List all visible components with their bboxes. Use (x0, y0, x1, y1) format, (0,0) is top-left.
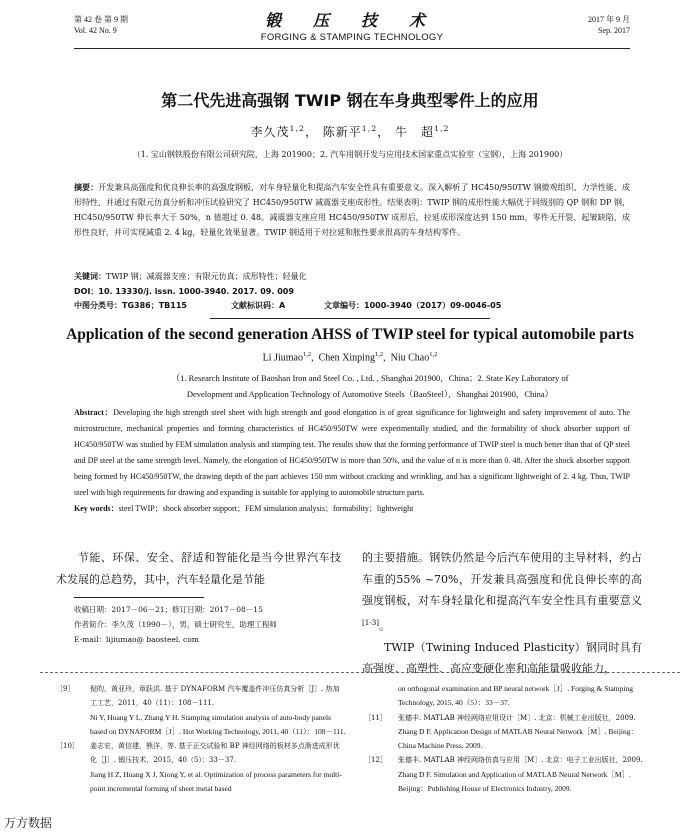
keywords-cn-label: 关键词： (74, 272, 106, 281)
reference-cn: 张德丰. MATLAB 神经网络仿真与应用［M］. 北京：电子工业出版社，2009. (398, 756, 643, 765)
footnote (74, 602, 344, 647)
affiliation-en-line-2: Development and Application Technology of Automotive Steels（BaoSteel），Shanghai 201900，China） (186, 389, 554, 399)
author-3-en-sup: 1,2 (429, 351, 438, 358)
body-column-right (362, 547, 642, 680)
abstract-cn (74, 180, 630, 240)
abstract-en (74, 405, 630, 517)
footnote-email: E-mail：lijiumao@ baosteel. com (74, 635, 199, 644)
affiliation-en-line-1: （1. Research Institute of Baoshan Iron and Steel Co. , Ltd. , Shanghai 201900，China；2. State Key Laboratory of (171, 373, 569, 383)
journal-name-en: FORGING & STAMPING TECHNOLOGY (260, 32, 444, 43)
footnote-author: 作者简介：李久茂（1990－），男，硕士研究生，助理工程师 (74, 620, 277, 629)
footnote-rule (74, 597, 204, 598)
date-en: Sep. 2017 (598, 26, 630, 35)
references-right (364, 682, 654, 796)
doi: DOI：10. 13330/j. issn. 1000-3940. 2017. 09. 009 (74, 287, 294, 296)
reference-number: ［9］ (56, 685, 75, 693)
date-cn: 2017 年 9 月 (588, 15, 630, 24)
reference-en: Ni Y, Huang Y L, Zhang Y H. Stamping simulation analysis of auto-body panels based on DYNAFORM［J］. Hot Working Technology, 2011, 40（11）：108－111. (90, 712, 346, 736)
keywords-en-label: Key words： (74, 504, 119, 513)
authors-cn (0, 123, 700, 140)
reference-item (364, 682, 654, 711)
citation: [1-3] (362, 617, 380, 627)
reference-number: ［11］ (364, 713, 387, 722)
body-right-paragraph-2: TWIP（Twining Induced Plasticity）钢同时具有高强度、高塑性、高应变硬化率和高能量吸收能力， (362, 640, 642, 676)
body-column-left (56, 547, 341, 590)
author-1-cn: 李久茂 (250, 125, 290, 139)
author-2-cn: 陈新平 (322, 125, 362, 139)
volume-en: Vol. 42 No. 9 (74, 26, 117, 35)
title-en: Application of the second generation AHSS of TWIP steel for typical automobile parts (66, 326, 634, 343)
keywords-cn-text: TWIP 钢；减震器支座；有限元仿真；成形特性；轻量化 (106, 272, 307, 281)
keywords-en-text: steel TWIP；shock absorber support；FEM simulation analysis；formability；lightweight (118, 504, 414, 513)
reference-en: Zhang D F. Application Design of MATLAB Neural Network［M］. Beijing：China Machine Press, 2009. (398, 726, 638, 751)
author-3-cn: 牛 超 (395, 125, 435, 139)
reference-number: ［10］ (56, 742, 79, 751)
abstract-cn-text: 开发兼具高强度和优良伸长率的高强度钢板，对车身轻量化和提高汽车安全性具有重要意义。深入解析了 HC450/950TW 钢微观组织、力学性能、成形特性，并通过有限元仿真分析和冲压试验研究了 HC450/950TW 减震器支座成形性。结果表明：TWIP 钢的成形性能大幅优于同级别的 QP 钢和 DP 钢，HC450/950TW 伸长率大于 50%，n 值超过 0. 48。减震器支座应用 HC450/950TW 成形后，拉延成形深度达到 150 mm，零件无开裂、起皱缺陷，成形性良好，并可实现减重 2. 4 kg，轻量化效果显著。TWIP 钢适用于对拉延和胀性要求很高的车身结构零件。 (74, 183, 630, 237)
abstract-cn-label: 摘要： (74, 183, 99, 192)
reference-number: ［12］ (364, 756, 387, 765)
keywords-cn (74, 271, 307, 283)
article-number: 文章编号：1000-3940（2017）09-0046-05 (324, 301, 502, 310)
issue-date (588, 14, 630, 36)
body-right-end: 。 (379, 619, 391, 633)
author-3-en: Niu Chao (390, 352, 430, 364)
reference-cn: 倪昀，黄亚玲，章跃洪. 基于 DYNAFORM 汽车覆盖件冲压仿真分析［J］. 热加工工艺，2011，40（11）：108－111. (90, 685, 340, 708)
affiliation-en (110, 370, 630, 402)
journal-name-cn: 锻 压 技 术 (264, 13, 439, 30)
journal-name (74, 12, 630, 43)
watermark: 万方数据 (4, 816, 53, 830)
author-sep: ， (304, 125, 318, 139)
classification (74, 300, 630, 312)
title-cn: 第二代先进高强钢 TWIP 钢在车身典型零件上的应用 (161, 91, 539, 110)
author-3-sup: 1,2 (434, 124, 450, 133)
reference-en: Jiang H Z, Huang X J, Xiong Y, et al. Optimization of process parameters for multi-point incremental forming of sheet metal based (90, 769, 342, 794)
page-header (74, 14, 630, 49)
body-left-paragraph: 节能、环保、安全、舒适和智能化是当今世界汽车技术发展的总趋势，其中，汽车轻量化是节能 (56, 551, 341, 586)
volume-cn: 第 42 卷 第 9 期 (74, 15, 128, 24)
author-sep: ， (377, 125, 391, 139)
reference-en: Zhang D F. Simulation and Application of MATLAB Neural Network［M］. Beijing：Publishing House of Electronics Industry, 2009. (398, 769, 631, 794)
authors-en: Li Jiumao$^{1,2}$, Chen Xinping$^{1,2}$, Niu Chao$^{1,2}$ (262, 351, 438, 364)
body-right-paragraph-1 (362, 547, 642, 637)
abstract-en-label: Abstract： (74, 408, 114, 417)
reference-cn: 张德丰. MATLAB 神经网络应用设计［M］. 北京：机械工业出版社，2009. (398, 713, 636, 722)
clc-number: 中图分类号：TG386；TB115 (74, 301, 187, 310)
page-break-line (40, 672, 680, 673)
abstract-en-text: Developing the high strength steel sheet with high strength and good elongation is of great significance for lightweight and safety improvement of auto. The microstructure, mechanical properties and forming characteristics of HC450/950TW were experimentally studied, and the formability of shock absorber support of HC450/950TW was studied by FEM simulation analysis and stamping test. The results show that the forming performance of TWIP steel is much better than that of QP steel and DP steel at the same strength level. Namely, the elongation of HC450/950TW is more than 50%, and the value of n is more than 0. 48. After the shock absorber support being formed by HC450/950TW, the drawing depth of the part achieves 150 mm without cracking and wrinkling, and has a significant lightweight of 2. 4 kg. Thus, TWIP steel with high requirements for drawing and expanding is suitable for applying to automobile structure parts. (74, 408, 630, 497)
reference-item (56, 682, 346, 739)
body-right-text-1: 的主要措施。钢铁仍然是今后汽车使用的主导材料，约占车重的55% ~70%，开发兼具高强度和优良伸长率的高强度钢板，对车身轻量化和提高汽车安全性具有重要意义 (362, 551, 642, 607)
reference-item (364, 711, 654, 754)
reference-item (56, 739, 346, 796)
doc-code: 文献标识码：A (231, 301, 286, 310)
author-2-sup: 1,2 (361, 124, 378, 133)
author-2-en: Chen Xinping (318, 352, 375, 364)
references-left (56, 682, 346, 796)
footnote-received: 收稿日期：2017－06－21；修订日期：2017－08－15 (74, 605, 263, 614)
affiliation-cn: （1. 宝山钢铁股份有限公司研究院，上海 201900；2. 汽车用钢开发与应用技术国家重点实验室（宝钢），上海 201900） (132, 150, 568, 159)
author-1-en-sup: 1,2 (302, 351, 312, 358)
reference-en: on orthogonal examination and BP neural network［J］. Forging & Stamping Technology, 2015, 40（5）：33－37. (398, 684, 633, 708)
divider (210, 318, 490, 319)
author-1-en: Li Jiumao (262, 352, 303, 364)
author-2-en-sup: 1,2 (374, 351, 384, 358)
reference-cn: 姜志宏，黄信建，熊洋，等. 基于正交试验和 BP 神经网络的板材多点渐进成形优化［J］. 锻压技术，2015，40（5）：33－37. (90, 742, 340, 765)
reference-item (364, 753, 654, 796)
author-1-sup: 1,2 (289, 124, 305, 133)
